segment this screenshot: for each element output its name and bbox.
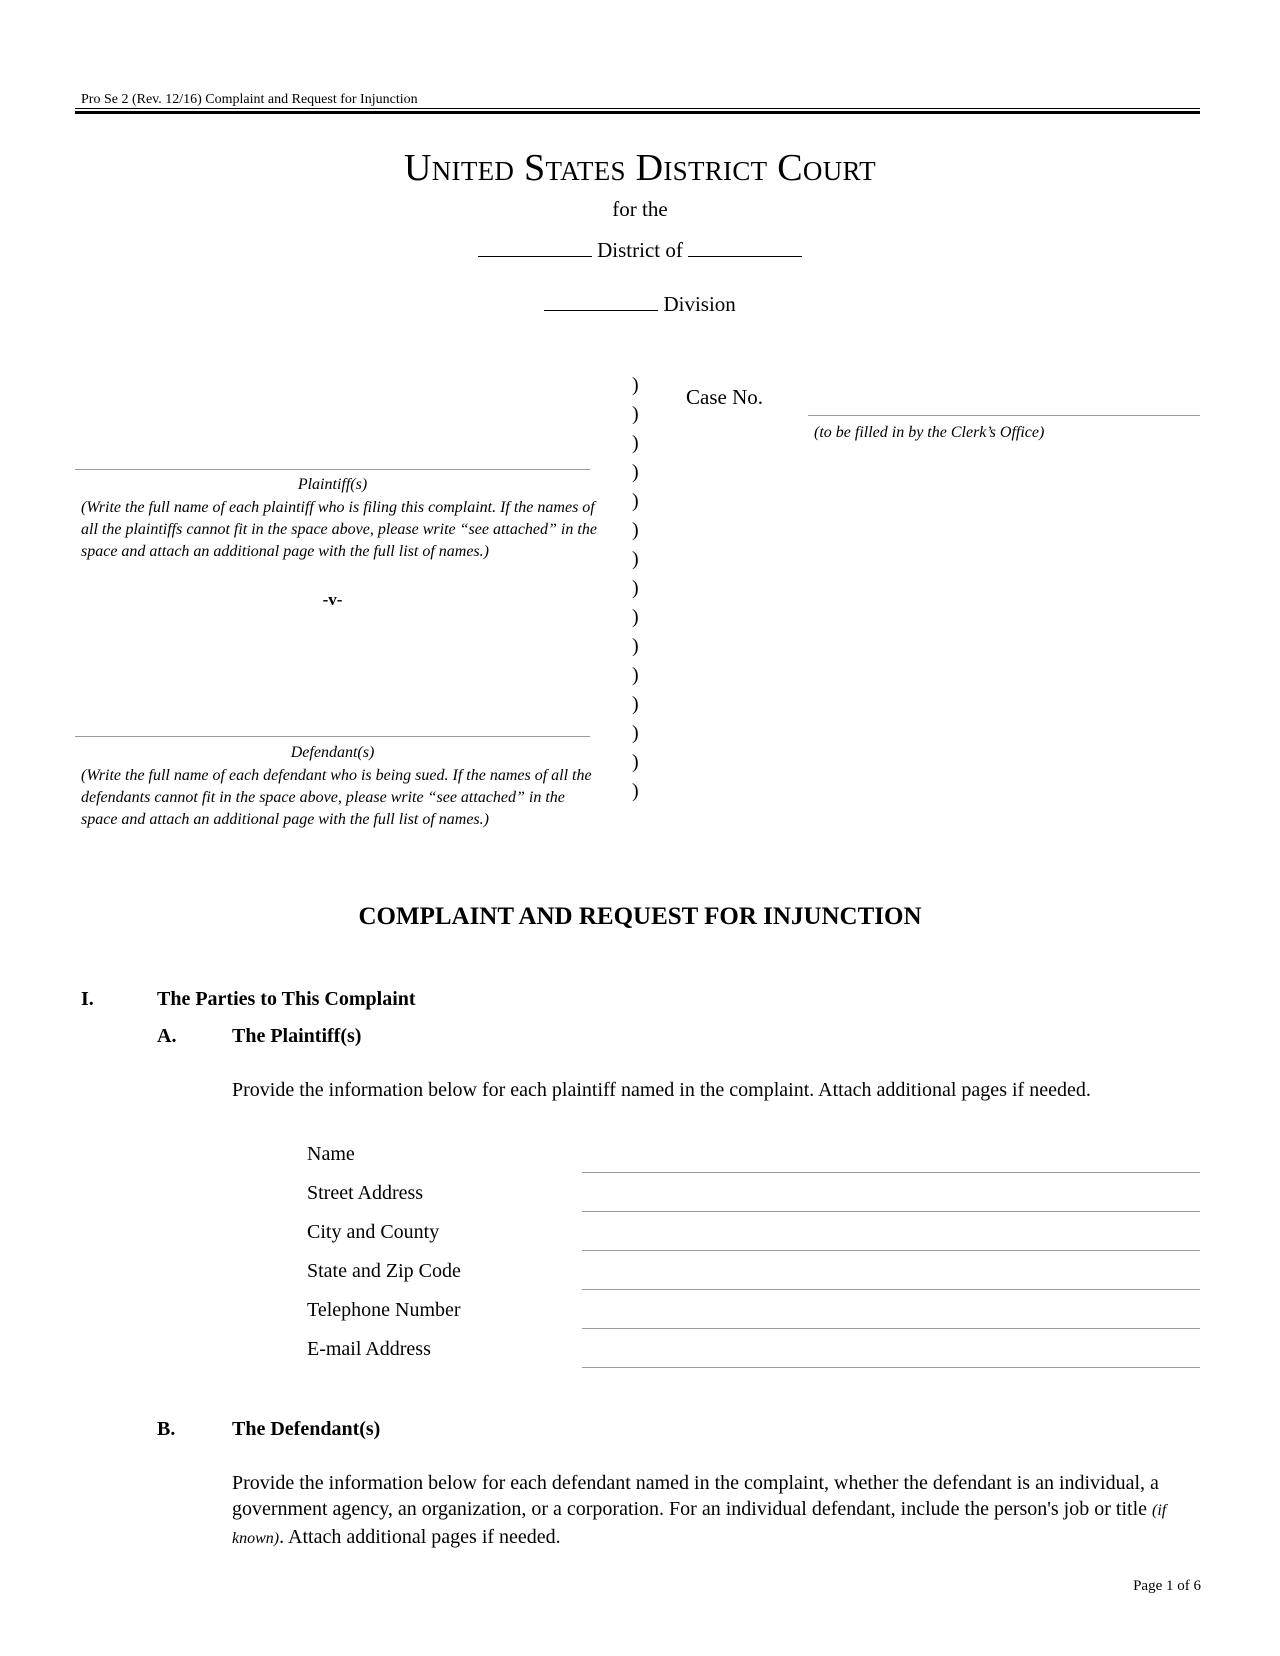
versus-text: -v- xyxy=(322,590,343,609)
caption-paren: ) xyxy=(632,577,639,599)
district-blank-right[interactable] xyxy=(688,238,802,257)
header-rule-thick xyxy=(75,111,1200,114)
plaintiff-instructions: (Write the full name of each plaintiff who is filing this complaint. If the names of all the plaintiffs cannot fit in the space above, please write “see attached” in the space and attach an additional page with the full list of names.) xyxy=(81,499,597,560)
section-number: I. xyxy=(81,988,94,1010)
plaintiff-phone-label: Telephone Number xyxy=(307,1299,461,1321)
defendant-instruction-tail: . Attach additional pages if needed. xyxy=(279,1526,561,1548)
division-line xyxy=(0,292,1280,317)
defendant-info-instruction xyxy=(232,1470,1200,1552)
section-title: The Parties to This Complaint xyxy=(157,988,416,1010)
plaintiff-street-field[interactable] xyxy=(582,1211,1200,1212)
form-identifier: Pro Se 2 (Rev. 12/16) Complaint and Request for Injunction xyxy=(81,92,418,107)
caption-paren: ) xyxy=(632,519,639,541)
plaintiff-email-field[interactable] xyxy=(582,1367,1200,1368)
caption-paren: ) xyxy=(632,664,639,686)
subsection-a-letter: A. xyxy=(157,1025,177,1047)
plaintiff-name-line[interactable] xyxy=(75,469,590,470)
caption-paren: ) xyxy=(632,374,639,396)
court-title: United States District Court xyxy=(404,147,876,189)
caption-paren: ) xyxy=(632,635,639,657)
caption-paren: ) xyxy=(632,432,639,454)
caption-paren: ) xyxy=(632,403,639,425)
plaintiff-label: Plaintiff(s) xyxy=(297,476,368,493)
caption-paren: ) xyxy=(632,751,639,773)
caption-paren: ) xyxy=(632,548,639,570)
document-title: COMPLAINT AND REQUEST FOR INJUNCTION xyxy=(358,903,922,930)
district-blank-left[interactable] xyxy=(478,238,592,257)
plaintiff-name-field[interactable] xyxy=(582,1172,1200,1173)
defendant-name-line[interactable] xyxy=(75,736,590,737)
case-number-field[interactable] xyxy=(808,415,1200,416)
caption-paren: ) xyxy=(632,693,639,715)
if-known-note: (if known) xyxy=(232,1502,1167,1547)
caption-paren: ) xyxy=(632,490,639,512)
caption-paren: ) xyxy=(632,780,639,802)
plaintiff-street-label: Street Address xyxy=(307,1182,424,1204)
subsection-a-title: The Plaintiff(s) xyxy=(232,1025,362,1047)
district-line xyxy=(0,238,1280,263)
district-label: District of xyxy=(597,238,683,262)
subsection-b-title: The Defendant(s) xyxy=(232,1418,381,1440)
caption-paren: ) xyxy=(632,461,639,483)
plaintiff-state-field[interactable] xyxy=(582,1289,1200,1290)
defendant-instruction-main: Provide the information below for each defendant named in the complaint, whether the defendant is an individual, a government agency, an organization, or a corporation. For an individual defendant, include the person's job or title xyxy=(232,1472,1159,1520)
page-number: Page 1 of 6 xyxy=(1133,1578,1201,1594)
plaintiff-email-label: E-mail Address xyxy=(307,1338,431,1360)
plaintiff-state-label: State and Zip Code xyxy=(307,1260,461,1282)
plaintiff-info-instruction: Provide the information below for each plaintiff named in the complaint. Attach additional pages if needed. xyxy=(232,1079,1091,1101)
plaintiff-city-field[interactable] xyxy=(582,1250,1200,1251)
case-number-note: (to be filled in by the Clerk’s Office) xyxy=(814,424,1045,441)
defendant-label: Defendant(s) xyxy=(290,744,375,761)
header-rule-thin xyxy=(75,108,1200,109)
caption-paren: ) xyxy=(632,606,639,628)
case-number-label: Case No. xyxy=(686,385,763,409)
division-blank[interactable] xyxy=(544,292,658,311)
division-label: Division xyxy=(663,292,736,316)
defendant-instructions: (Write the full name of each defendant who is being sued. If the names of all the defendants cannot fit in the space above, please write “see attached” in the space and attach an additional page with the full list of names.) xyxy=(81,767,592,828)
plaintiff-phone-field[interactable] xyxy=(582,1328,1200,1329)
plaintiff-city-label: City and County xyxy=(307,1221,440,1243)
subsection-b-letter: B. xyxy=(157,1418,176,1440)
plaintiff-name-label: Name xyxy=(307,1143,355,1165)
caption-paren: ) xyxy=(632,722,639,744)
for-the-text: for the xyxy=(612,197,668,221)
